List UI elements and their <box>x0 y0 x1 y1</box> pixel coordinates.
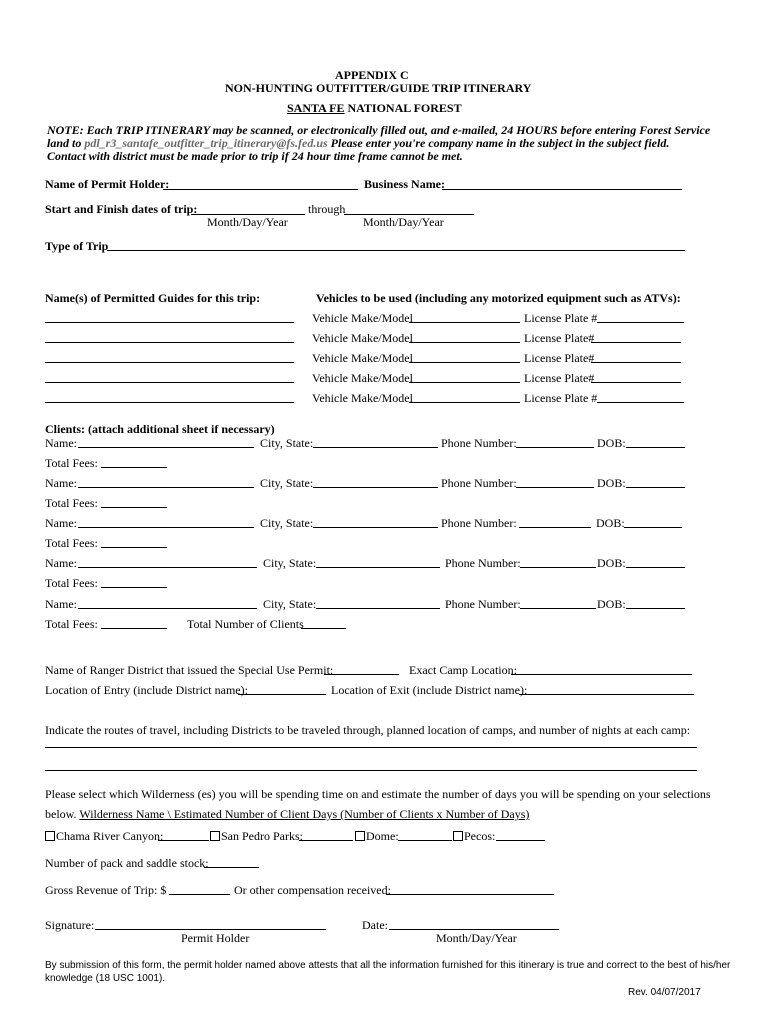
gross-revenue-label: Gross Revenue of Trip: $ <box>45 883 167 897</box>
wilderness-option-label: Chama River Canyon: <box>56 829 164 843</box>
signature-field[interactable] <box>95 929 326 930</box>
forest-name <box>287 102 462 114</box>
license-plate-label: License Plate# <box>524 331 595 345</box>
chama-days-field[interactable] <box>158 840 209 841</box>
wilderness-option-label: Pecos: <box>464 829 496 843</box>
note-prefix: land to <box>47 136 85 150</box>
vehicle-make-label: Vehicle Make/Model <box>312 331 413 345</box>
client-name-field[interactable] <box>78 447 254 448</box>
vehicle-make-field[interactable] <box>409 402 520 403</box>
license-plate-label: License Plate# <box>524 371 595 385</box>
entry-location-label: Location of Entry (include District name): <box>45 683 248 697</box>
routes-instruction: Indicate the routes of travel, including Districts to be traveled through, planned location of camps, and number of nights at each camp: <box>45 723 691 737</box>
gross-revenue-field[interactable] <box>169 894 230 895</box>
client-phone-label: Phone Number: <box>441 516 517 530</box>
client-name-field[interactable] <box>78 608 257 609</box>
date-format-caption: Month/Day/Year <box>436 931 517 945</box>
permit-holder-caption: Permit Holder <box>181 931 250 945</box>
client-dob-field[interactable] <box>626 447 685 448</box>
client-phone-field[interactable] <box>520 608 596 609</box>
client-phone-field[interactable] <box>520 567 596 568</box>
vehicle-make-field[interactable] <box>409 382 520 383</box>
permit-holder-field[interactable] <box>163 189 358 190</box>
total-clients-label: Total Number of Clients <box>187 617 304 631</box>
client-name-label: Name: <box>45 597 77 611</box>
forest-name-underlined: SANTA FE <box>287 101 345 115</box>
license-plate-label: License Plate # <box>524 311 598 325</box>
client-dob-label: DOB: <box>597 597 626 611</box>
stock-label: Number of pack and saddle stock: <box>45 856 209 870</box>
exit-location-field[interactable] <box>519 694 694 695</box>
checkbox-icon[interactable] <box>45 831 55 841</box>
entry-location-field[interactable] <box>238 694 326 695</box>
client-name-label: Name: <box>45 436 77 450</box>
business-name-field[interactable] <box>442 189 682 190</box>
start-date-format: Month/Day/Year <box>207 215 288 229</box>
client-city-field[interactable] <box>313 447 438 448</box>
client-dob-field[interactable] <box>624 527 682 528</box>
client-name-label: Name: <box>45 556 77 570</box>
guide-field[interactable] <box>45 322 294 323</box>
total-fees-field[interactable] <box>101 587 167 588</box>
client-phone-label: Phone Number: <box>441 476 517 490</box>
license-plate-label: License Plate # <box>524 391 598 405</box>
permit-holder-label: Name of Permit Holder: <box>45 177 170 191</box>
wilderness-option-label: San Pedro Parks: <box>221 829 303 843</box>
checkbox-icon[interactable] <box>355 831 365 841</box>
wilderness-option-label: Dome: <box>366 829 399 843</box>
client-dob-label: DOB: <box>596 516 625 530</box>
wilderness-subheading: Wilderness Name \ Estimated Number of Client Days (Number of Clients x Number of Days) <box>79 807 530 821</box>
client-phone-field[interactable] <box>516 447 594 448</box>
guide-field[interactable] <box>45 342 294 343</box>
wilderness-instruction: Please select which Wilderness (es) you will be spending time on and estimate the number of days you will be spending on your selections <box>45 787 711 801</box>
client-dob-field[interactable] <box>626 567 685 568</box>
client-phone-label: Phone Number: <box>445 556 521 570</box>
client-city-field[interactable] <box>316 608 440 609</box>
checkbox-icon[interactable] <box>453 831 463 841</box>
through-label: through <box>308 202 346 216</box>
camp-location-field[interactable] <box>511 674 692 675</box>
checkbox-icon[interactable] <box>210 831 220 841</box>
total-fees-field[interactable] <box>101 467 167 468</box>
form-title: NON-HUNTING OUTFITTER/GUIDE TRIP ITINERARY <box>225 81 532 95</box>
note-suffix: Please enter you're company name in the subject in the subject field. <box>327 136 670 150</box>
wilderness-instruction-2 <box>45 808 529 820</box>
total-fees-label: Total Fees: <box>45 536 98 550</box>
vehicle-make-field[interactable] <box>409 362 520 363</box>
vehicles-heading: Vehicles to be used (including any motorized equipment such as ATVs): <box>316 291 681 305</box>
client-dob-label: DOB: <box>597 436 626 450</box>
date-label: Date: <box>362 918 388 932</box>
client-city-label: City, State: <box>260 516 314 530</box>
client-dob-field[interactable] <box>626 487 685 488</box>
client-name-field[interactable] <box>78 527 254 528</box>
routes-field[interactable] <box>45 747 697 748</box>
guide-field[interactable] <box>45 362 294 363</box>
date-field[interactable] <box>389 929 559 930</box>
trip-dates-label: Start and Finish dates of trip: <box>45 202 198 216</box>
client-dob-label: DOB: <box>597 476 626 490</box>
wilderness-option-dome[interactable] <box>355 830 399 842</box>
client-name-label: Name: <box>45 476 77 490</box>
total-fees-label: Total Fees: <box>45 576 98 590</box>
client-city-label: City, State: <box>263 597 317 611</box>
san-pedro-days-field[interactable] <box>299 840 353 841</box>
wilderness-option-pecos[interactable] <box>453 830 495 842</box>
client-phone-label: Phone Number: <box>441 436 517 450</box>
client-city-field[interactable] <box>313 527 438 528</box>
note-line-3: Contact with district must be made prior to trip if 24 hour time frame cannot be met. <box>47 149 463 163</box>
note-line-1: NOTE: Each TRIP ITINERARY may be scanned, or electronically filled out, and e-mailed, 24 HOURS before entering Forest Service <box>47 123 711 137</box>
type-of-trip-label: Type of Trip <box>45 239 109 253</box>
routes-field[interactable] <box>45 770 697 771</box>
guide-field[interactable] <box>45 402 294 403</box>
wilderness-prefix: below. <box>45 807 80 821</box>
ranger-district-field[interactable] <box>324 674 399 675</box>
vehicle-make-label: Vehicle Make/Model <box>312 371 413 385</box>
vehicle-make-label: Vehicle Make/Model <box>312 391 413 405</box>
client-phone-field[interactable] <box>516 487 594 488</box>
total-fees-label: Total Fees: <box>45 617 98 631</box>
vehicle-make-label: Vehicle Make/Model <box>312 311 413 325</box>
client-dob-label: DOB: <box>597 556 626 570</box>
license-plate-field[interactable] <box>591 342 681 343</box>
business-name-label: Business Name: <box>364 177 446 191</box>
dome-days-field[interactable] <box>398 840 452 841</box>
exit-location-label: Location of Exit (include District name): <box>331 683 528 697</box>
stock-field[interactable] <box>204 867 259 868</box>
client-phone-label: Phone Number: <box>445 597 521 611</box>
ranger-district-label: Name of Ranger District that issued the Special Use Permit: <box>45 663 334 677</box>
client-name-field[interactable] <box>78 567 257 568</box>
total-fees-field[interactable] <box>101 507 167 508</box>
total-clients-field[interactable] <box>301 628 346 629</box>
client-city-field[interactable] <box>313 487 438 488</box>
total-fees-label: Total Fees: <box>45 496 98 510</box>
type-of-trip-field[interactable] <box>107 250 685 251</box>
client-city-label: City, State: <box>260 476 314 490</box>
attestation-line-2: knowledge (18 USC 1001). <box>45 973 166 984</box>
license-plate-field[interactable] <box>591 382 681 383</box>
client-city-field[interactable] <box>316 567 440 568</box>
client-name-label: Name: <box>45 516 77 530</box>
appendix-label: APPENDIX C <box>335 68 409 82</box>
client-city-label: City, State: <box>263 556 317 570</box>
client-phone-field[interactable] <box>519 527 591 528</box>
camp-location-label: Exact Camp Location: <box>409 663 517 677</box>
vehicle-make-field[interactable] <box>409 322 520 323</box>
end-date-format: Month/Day/Year <box>363 215 444 229</box>
client-name-field[interactable] <box>78 487 254 488</box>
license-plate-field[interactable] <box>591 362 681 363</box>
signature-label: Signature: <box>45 918 95 932</box>
total-fees-label: Total Fees: <box>45 456 98 470</box>
wilderness-option-chama[interactable] <box>45 830 163 842</box>
vehicle-make-field[interactable] <box>409 342 520 343</box>
guides-heading: Name(s) of Permitted Guides for this trip: <box>45 291 261 305</box>
total-fees-field[interactable] <box>101 547 167 548</box>
license-plate-field[interactable] <box>597 402 684 403</box>
other-compensation-field[interactable] <box>386 894 554 895</box>
license-plate-label: License Plate# <box>524 351 595 365</box>
note-line-2 <box>47 137 669 149</box>
other-compensation-label: Or other compensation received: <box>234 883 391 897</box>
client-city-label: City, State: <box>260 436 314 450</box>
clients-heading: Clients: (attach additional sheet if necessary) <box>45 422 275 436</box>
revision-date: Rev. 04/07/2017 <box>628 987 701 998</box>
client-dob-field[interactable] <box>626 608 685 609</box>
forest-name-rest: NATIONAL FOREST <box>344 101 462 115</box>
wilderness-option-san-pedro[interactable] <box>210 830 303 842</box>
guide-field[interactable] <box>45 382 294 383</box>
pecos-days-field[interactable] <box>496 840 545 841</box>
attestation-line-1: By submission of this form, the permit holder named above attests that all the information furnished for this itinerary is true and correct to the best of his/her <box>45 960 731 971</box>
email-link[interactable]: pdl_r3_santafe_outfitter_trip_itinerary@fs.fed.us <box>84 136 328 150</box>
license-plate-field[interactable] <box>597 322 684 323</box>
total-fees-field[interactable] <box>101 628 167 629</box>
vehicle-make-label: Vehicle Make/Model <box>312 351 413 365</box>
